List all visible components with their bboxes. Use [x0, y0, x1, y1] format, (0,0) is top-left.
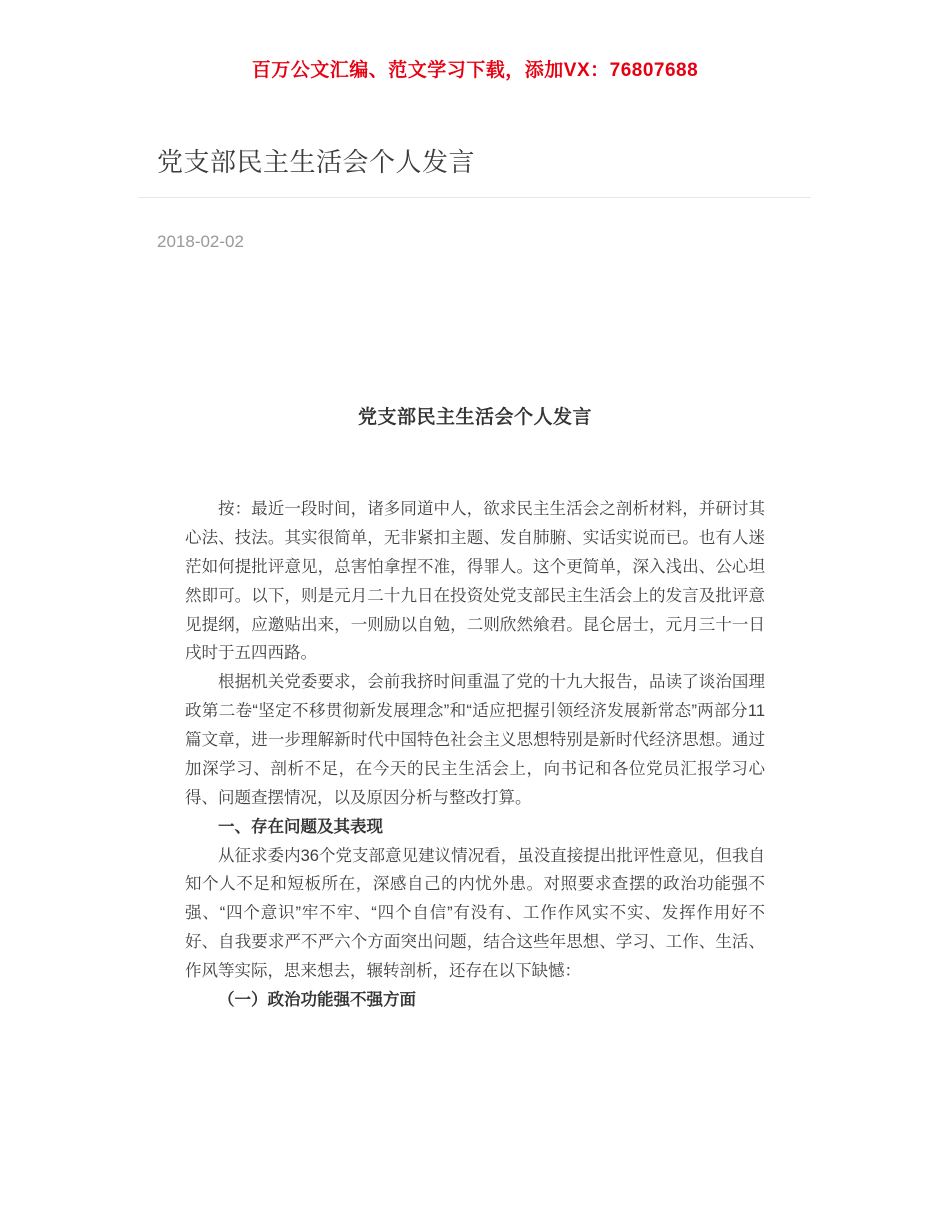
promo-banner: [0, 55, 950, 82]
document-heading: 党支部民主生活会个人发言: [357, 407, 592, 428]
article-container: [139, 142, 811, 1155]
promo-banner-text: 百万公文汇编、范文学习下载，添加VX：76807688: [251, 60, 699, 81]
paragraph-problems-overview: 从征求委内36个党支部意见建议情况看，虽没直接提出批评性意见，但我自知个人不足和短板所在，深感自己的内忧外患。对照要求查摆的政治功能强不强、“四个意识”牢不牢、“四个自信”有没有、工作作风实不实、发挥作用好不好、自我要求严不严六个方面突出问题，结合这些年思想、学习、工作、生活、作风等实际，思来想去，辗转剖析，还存在以下缺憾：: [185, 846, 765, 980]
title-divider: [139, 197, 811, 198]
page-title: 党支部民主生活会个人发言: [157, 147, 476, 177]
bottom-spacer: [185, 1015, 765, 1155]
document-body: [185, 252, 765, 1155]
article-date: 2018-02-02: [157, 232, 244, 251]
paragraph-intro: 按：最近一段时间，诸多同道中人，欲求民主生活会之剖析材料，并研讨其心法、技法。其实很简单，无非紧扣主题、发自肺腑、实话实说而已。也有人迷茫如何提批评意见，总害怕拿捏不准，得罪人。这个更简单，深入浅出、公心坦然即可。以下，则是元月二十九日在投资处党支部民主生活会上的发言及批评意见提纲，应邀贴出来，一则励以自勉，二则欣然飨君。昆仑居士，元月三十一日戌时于五四西路。: [185, 500, 765, 663]
paragraph-preparation: 根据机关党委要求，会前我挤时间重温了党的十九大报告，品读了谈治国理政第二卷“坚定不移贯彻新发展理念”和“适应把握引领经济发展新常态”两部分11篇文章，进一步理解新时代中国特色社会主义思想特别是新时代经济思想。通过加深学习、剖析不足，在今天的民主生活会上，向书记和各位党员汇报学习心得、问题查摆情况，以及原因分析与整改打算。: [185, 673, 765, 807]
subsection-heading-political-function: （一）政治功能强不强方面: [218, 990, 416, 1009]
section-heading-problems: 一、存在问题及其表现: [218, 817, 383, 836]
